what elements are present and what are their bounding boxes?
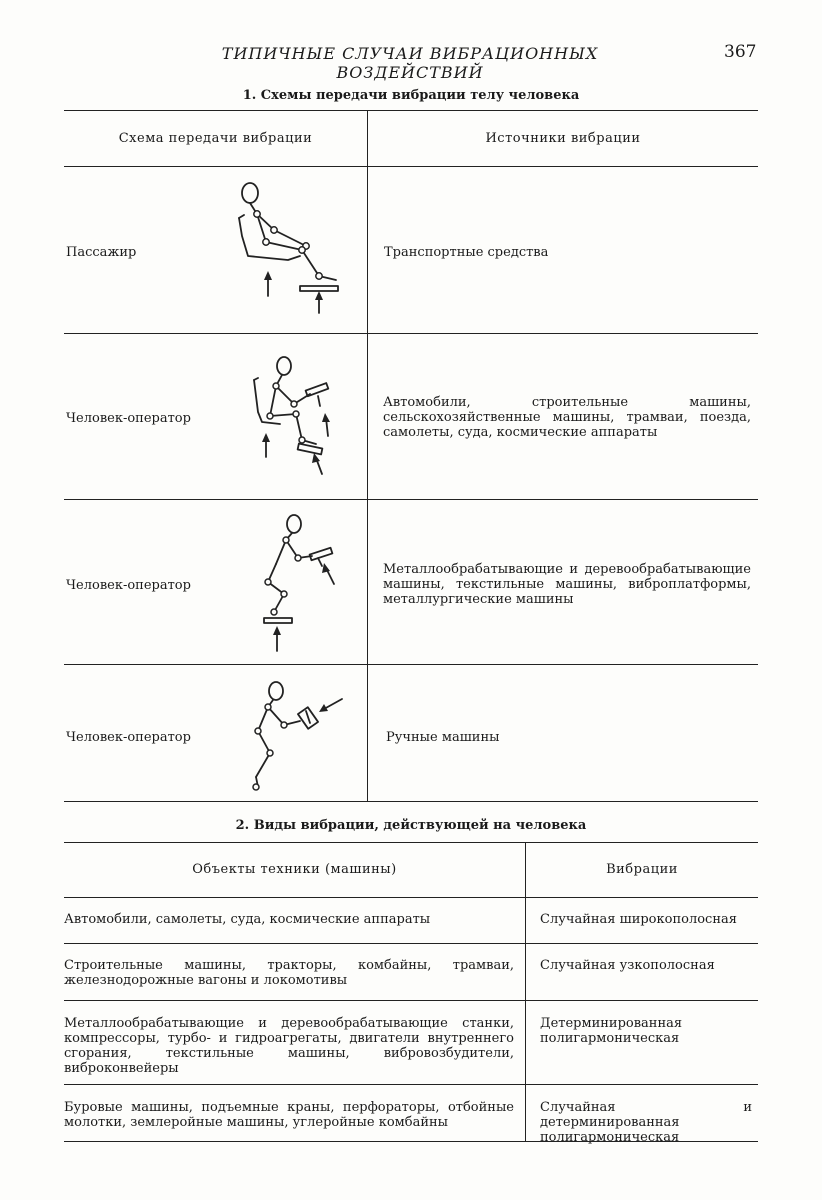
hand-tool-operator-figure: [236, 677, 356, 797]
table1-row-rule: [64, 333, 758, 334]
table1-top-rule: [64, 110, 758, 111]
table1-header-rule: [64, 166, 758, 167]
table1-header-scheme: Схема передачи вибрации: [118, 131, 313, 146]
table2-header-vibration: Вибрации: [606, 862, 678, 877]
table1-row-label: Человек-оператор: [66, 730, 191, 745]
table1-bottom-rule: [64, 801, 758, 802]
table1-column-divider: [367, 111, 368, 801]
table2-column-divider: [525, 843, 526, 1141]
standing-operator-figure: [246, 510, 366, 655]
table1-header-sources: Источники вибрации: [485, 131, 641, 146]
table2-row-rule: [64, 1084, 758, 1085]
table2-row-objects: Строительные машины, тракторы, комбайны, трамваи, железнодорожные вагоны и локомотивы: [64, 958, 514, 988]
table2-row-rule: [64, 943, 758, 944]
table2-row-objects: Автомобили, самолеты, суда, космические аппараты: [64, 912, 431, 927]
seated-operator-figure: [236, 352, 356, 492]
seated-passenger-figure: [226, 178, 346, 318]
table2-row-vibration: Случайная широкополосная: [540, 912, 737, 927]
table1-row-source: Металлообрабатывающие и деревообрабатывающие машины, текстильные машины, виброплатформы, металлургические машины: [383, 562, 751, 607]
running-title: ТИПИЧНЫЕ СЛУЧАИ ВИБРАЦИОННЫХ ВОЗДЕЙСТВИЙ: [221, 44, 599, 82]
table2-header-rule: [64, 897, 758, 898]
table1-row-rule: [64, 499, 758, 500]
table1-row-label: Человек-оператор: [66, 578, 191, 593]
table1-row-source: Транспортные средства: [384, 245, 549, 260]
table2-row-vibration: Случайная узкополосная: [540, 958, 715, 973]
table2-header-objects: Объекты техники (машины): [192, 862, 397, 877]
table2-top-rule: [64, 842, 758, 843]
table2-row-objects: Буровые машины, подъемные краны, перфораторы, отбойные молотки, землеройные машины, углеройные комбайны: [64, 1100, 514, 1130]
table2-row-rule: [64, 1000, 758, 1001]
table1-caption: 1. Схемы передачи вибрации телу человека: [242, 88, 580, 103]
table2-row-objects: Металлообрабатывающие и деревообрабатывающие станки, компрессоры, турбо- и гидроагрегаты, двигатели внутреннего сгорания, текстильные машины, вибровозбудители, виброконвейеры: [64, 1016, 514, 1076]
table1-row-rule: [64, 664, 758, 665]
table2-row-vibration: Детерминированная полигармоническая: [540, 1016, 683, 1046]
table2-row-vibration: Случайная и детерминированная полигармоническая: [540, 1100, 752, 1145]
page-number: 367: [724, 42, 757, 62]
table1-row-source: Ручные машины: [386, 730, 500, 745]
table1-row-label: Человек-оператор: [66, 411, 191, 426]
table1-row-label: Пассажир: [66, 245, 137, 260]
table2-caption: 2. Виды вибрации, действующей на человека: [235, 818, 587, 833]
table1-row-source: Автомобили, строительные машины, сельскохозяйственные машины, трамваи, поезда, самолеты, суда, космические аппараты: [383, 395, 751, 440]
